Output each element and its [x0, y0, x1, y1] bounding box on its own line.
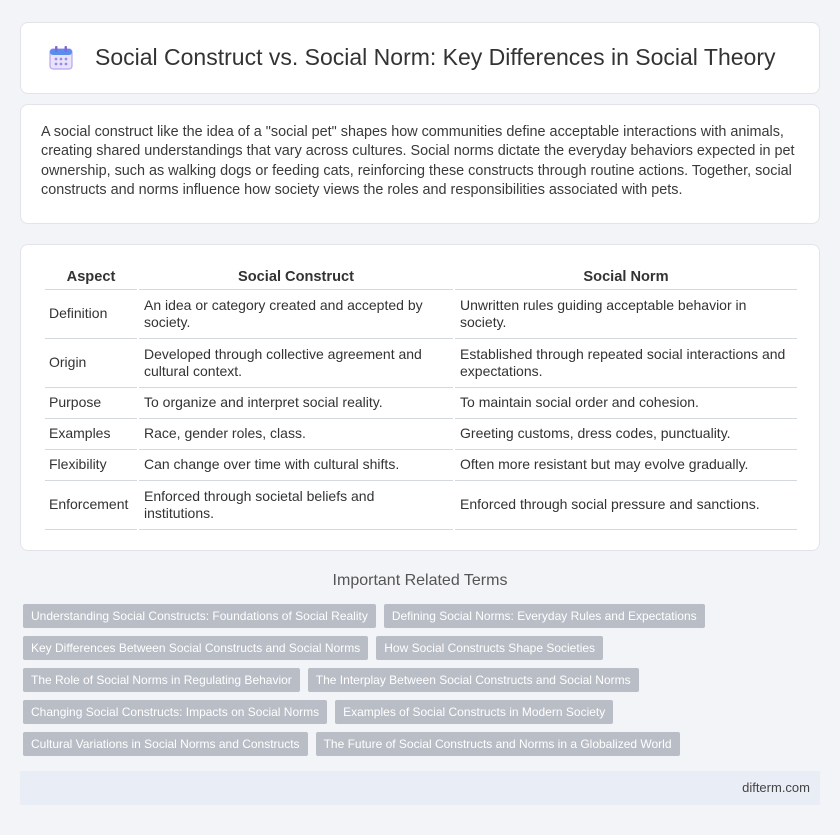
related-term-tag[interactable]: The Interplay Between Social Constructs and Social Norms — [308, 668, 639, 692]
table-row — [45, 339, 797, 388]
table-row — [45, 450, 797, 481]
row-construct: Can change over time with cultural shifts. — [139, 450, 453, 481]
table-row — [45, 290, 797, 339]
related-term-tag[interactable]: Examples of Social Constructs in Modern Society — [335, 700, 613, 724]
row-aspect: Flexibility — [45, 450, 137, 481]
row-aspect: Origin — [45, 339, 137, 388]
table-row — [45, 481, 797, 530]
table-row — [45, 419, 797, 450]
header-social-norm: Social Norm — [455, 265, 797, 290]
related-term-tag[interactable]: The Future of Social Constructs and Norms in a Globalized World — [316, 732, 680, 756]
intro-card — [20, 104, 820, 224]
row-aspect: Purpose — [45, 388, 137, 419]
footer-site-link[interactable]: difterm.com — [742, 780, 810, 795]
table-row — [45, 388, 797, 419]
row-norm: Enforced through social pressure and sanctions. — [455, 481, 797, 530]
related-term-tag[interactable]: Changing Social Constructs: Impacts on Social Norms — [23, 700, 327, 724]
footer — [20, 771, 820, 805]
row-construct: An idea or category created and accepted by society. — [139, 290, 453, 339]
related-term-tag[interactable]: The Role of Social Norms in Regulating Behavior — [23, 668, 300, 692]
row-norm: Unwritten rules guiding acceptable behavior in society. — [455, 290, 797, 339]
page-title: Social Construct vs. Social Norm: Key Differences in Social Theory — [95, 44, 776, 70]
row-construct: Enforced through societal beliefs and institutions. — [139, 481, 453, 530]
row-norm: Established through repeated social interactions and expectations. — [455, 339, 797, 388]
row-norm: To maintain social order and cohesion. — [455, 388, 797, 419]
header-card — [20, 22, 820, 94]
related-term-tag[interactable]: Key Differences Between Social Constructs and Social Norms — [23, 636, 368, 660]
table-header-row — [45, 265, 797, 290]
row-construct: Race, gender roles, class. — [139, 419, 453, 450]
row-norm: Often more resistant but may evolve gradually. — [455, 450, 797, 481]
row-norm: Greeting customs, dress codes, punctuality. — [455, 419, 797, 450]
header-aspect: Aspect — [45, 265, 137, 290]
header-social-construct: Social Construct — [139, 265, 453, 290]
row-construct: To organize and interpret social reality. — [139, 388, 453, 419]
related-term-tag[interactable]: Defining Social Norms: Everyday Rules and Expectations — [384, 604, 705, 628]
row-aspect: Enforcement — [45, 481, 137, 530]
related-term-tag[interactable]: Understanding Social Constructs: Foundations of Social Reality — [23, 604, 376, 628]
row-aspect: Examples — [45, 419, 137, 450]
related-term-tag[interactable]: Cultural Variations in Social Norms and Constructs — [23, 732, 308, 756]
row-aspect: Definition — [45, 290, 137, 339]
related-terms-title: Important Related Terms — [332, 572, 508, 589]
row-construct: Developed through collective agreement and cultural context. — [139, 339, 453, 388]
related-term-tag[interactable]: How Social Constructs Shape Societies — [376, 636, 603, 660]
comparison-table — [43, 265, 799, 530]
calendar-icon — [47, 44, 75, 72]
related-terms-list — [23, 604, 813, 764]
intro-paragraph: A social construct like the idea of a "social pet" shapes how communities define acceptable interactions with animals, creating shared understandings that vary across cultures. Social norms dictate the everyday behaviors expected in pet ownership, such as walking dogs or feeding cats, reinforcing these constructs through routine actions. Together, social constructs and norms influence how society views the roles and responsibilities associated with pets. — [41, 124, 795, 199]
comparison-table-card — [20, 244, 820, 551]
